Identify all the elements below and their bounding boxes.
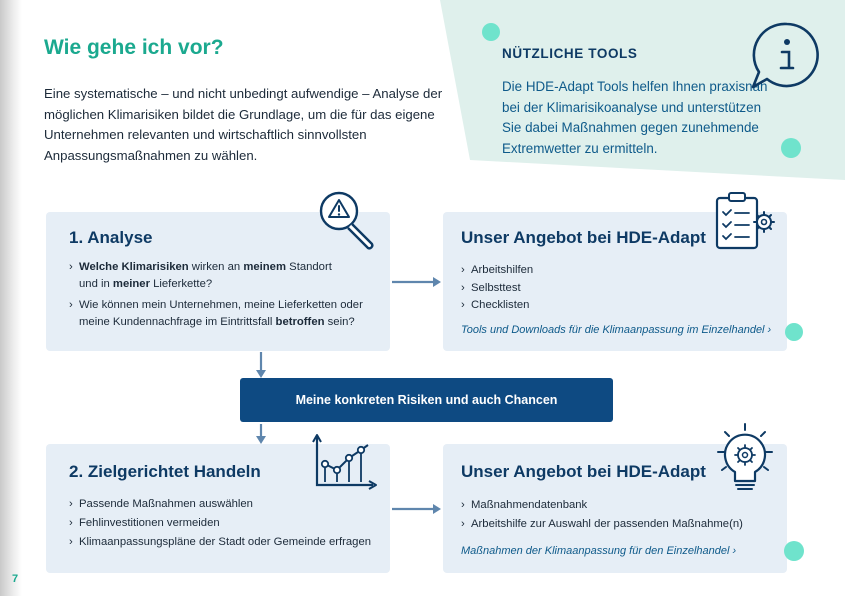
text-bold: Welche Klimarisiken <box>79 261 189 273</box>
analyse-title: 1. Analyse <box>69 228 153 247</box>
list-item: › Klimaanpassungspläne der Stadt oder Gemeinde erfragen <box>69 533 371 552</box>
list-item: › Checklisten <box>461 297 533 315</box>
tools-text: Die HDE-Adapt Tools helfen Ihnen praxisnah bei der Klimarisikoanalyse und unterstützen Sie dabei Maßnahmen gegen zunehmende Extremwetter zu ermitteln. <box>502 79 768 156</box>
list-item: › Fehlinvestitionen vermeiden <box>69 514 371 533</box>
text: und in <box>79 277 113 290</box>
offer2-title: Unser Angebot bei HDE-Adapt <box>461 462 706 481</box>
list-item: › Arbeitshilfen <box>461 262 533 280</box>
handeln-title: 2. Zielgerichtet Handeln <box>69 462 261 481</box>
text: wirken an <box>188 261 244 273</box>
text: Standort <box>286 261 332 273</box>
text: sein? <box>324 315 355 328</box>
text-bold: betroffen <box>275 315 325 328</box>
list-item: › Arbeitshilfe zur Auswahl der passenden Maßnahme(n) <box>461 515 743 534</box>
page-title: Wie gehe ich vor? <box>44 36 224 59</box>
text: Wie können mein Unternehmen, meine Lieferketten oder <box>79 299 363 311</box>
intro-paragraph: Eine systematische – und nicht unbedingt aufwendige – Analyse der möglichen Klimarisiken bildet die Grundlage, um die für das eigene Unternehmen relevanten und wirtschaftlich sinnvollsten Anpassungsmaßnahmen zu wählen. <box>44 86 443 163</box>
list-item: › Maßnahmendatenbank <box>461 496 743 515</box>
offer1-title: Unser Angebot bei HDE-Adapt <box>461 228 706 247</box>
list-item: › Selbsttest <box>461 280 533 298</box>
text-bold: meiner <box>112 277 150 290</box>
text: meine Kundennachfrage im Eintrittsfall <box>79 315 276 328</box>
text-bold: meinem <box>243 261 287 273</box>
tools-heading: NÜTZLICHE TOOLS <box>502 46 638 61</box>
text: Lieferkette? <box>149 277 213 290</box>
risks-chances-bar: Meine konkreten Risiken und auch Chancen <box>240 378 613 422</box>
measures-link[interactable]: Maßnahmen der Klimaanpassung für den Einzelhandel › <box>461 545 737 557</box>
list-item: › Passende Maßnahmen auswählen <box>69 495 371 514</box>
page-number: 7 <box>12 573 19 585</box>
tools-downloads-link[interactable]: Tools und Downloads für die Klimaanpassung im Einzelhandel › <box>461 324 772 336</box>
